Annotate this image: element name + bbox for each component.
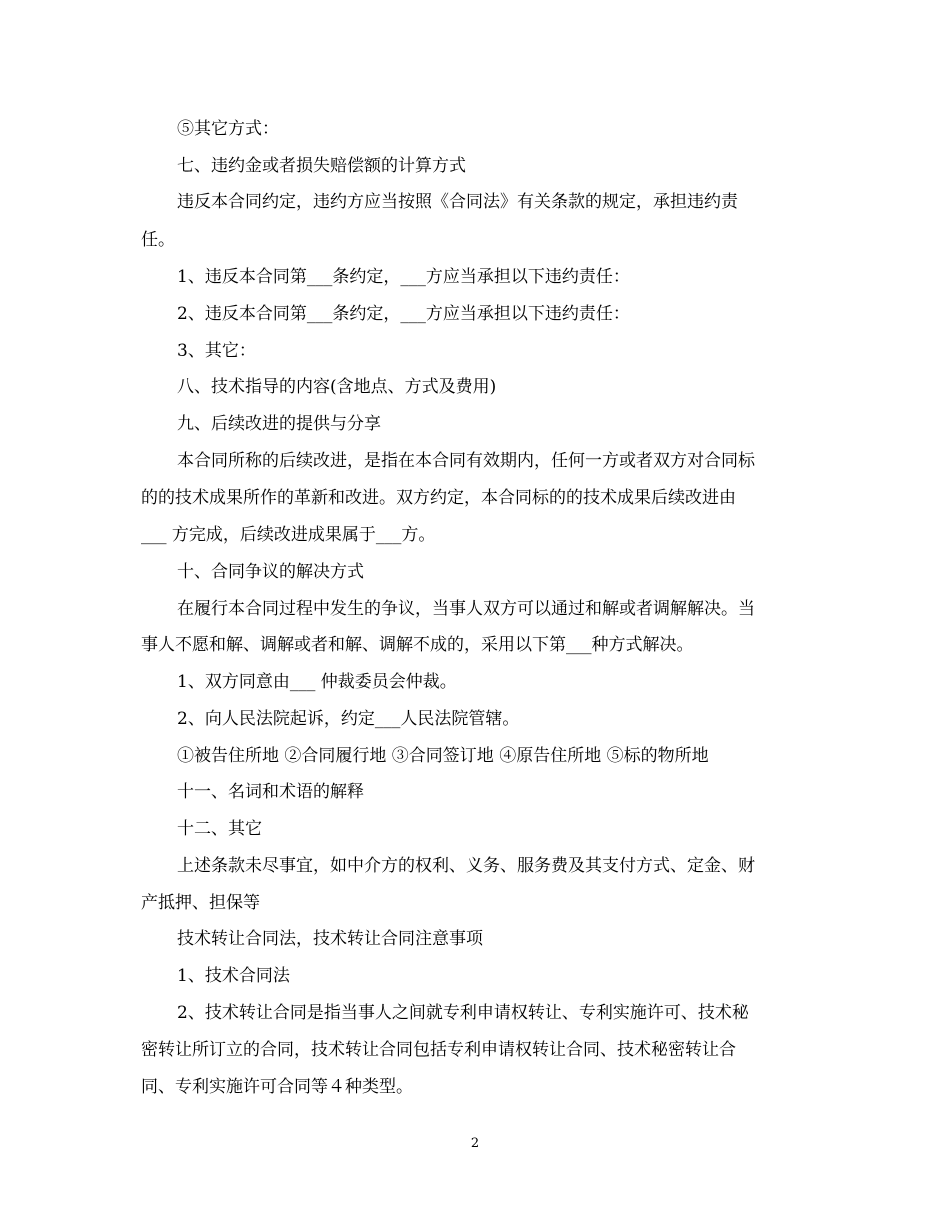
paragraph-line: 任。 <box>141 230 175 250</box>
paragraph-line: ___ 方完成，后续改进成果属于___方。 <box>141 525 436 545</box>
paragraph-line: 上述条款未尽事宜，如中介方的权利、义务、服务费及其支付方式、定金、财 <box>177 856 755 876</box>
list-item: 3、其它： <box>177 341 256 361</box>
section-heading: 十、合同争议的解决方式 <box>177 562 364 582</box>
section-heading: 九、后续改进的提供与分享 <box>177 414 381 434</box>
paragraph-line: 同、专利实施许可合同等４种类型。 <box>141 1077 413 1097</box>
list-item: 1、技术合同法 <box>177 966 290 986</box>
paragraph-line: 在履行本合同过程中发生的争议，当事人双方可以通过和解或者调解解决。当 <box>177 599 755 619</box>
list-item: 1、违反本合同第___条约定，___方应当承担以下违约责任： <box>177 267 630 287</box>
section-heading: 七、违约金或者损失赔偿额的计算方式 <box>177 156 466 176</box>
paragraph-line: 技术转让合同法，技术转让合同注意事项 <box>177 929 483 949</box>
paragraph-line: 事人不愿和解、调解或者和解、调解不成的，采用以下第___种方式解决。 <box>141 635 694 655</box>
paragraph-line: 违反本合同约定，违约方应当按照《合同法》有关条款的规定，承担违约责 <box>177 192 738 212</box>
section-heading: 十一、名词和术语的解释 <box>177 782 364 802</box>
text-line: ⑤其它方式： <box>177 119 279 139</box>
paragraph-line: 的的技术成果所作的革新和改进。双方约定，本合同标的的技术成果后续改进由 <box>141 488 736 508</box>
list-item: 2、违反本合同第___条约定，___方应当承担以下违约责任： <box>177 304 630 324</box>
section-heading: 八、技术指导的内容(含地点、方式及费用) <box>177 377 497 397</box>
paragraph-line: 2、技术转让合同是指当事人之间就专利申请权转让、专利实施许可、技术秘 <box>177 1003 749 1023</box>
page-number: 2 <box>470 1136 480 1151</box>
paragraph-line: 密转让所订立的合同，技术转让合同包括专利申请权转让合同、技术秘密转让合 <box>141 1040 736 1060</box>
section-heading: 十二、其它 <box>177 819 262 839</box>
list-item: 2、向人民法院起诉，约定___人民法院管辖。 <box>177 709 520 729</box>
list-item: 1、双方同意由___ 仲裁委员会仲裁。 <box>177 672 457 692</box>
paragraph-line: 本合同所称的后续改进，是指在本合同有效期内，任何一方或者双方对合同标 <box>177 451 755 471</box>
paragraph-line: 产抵押、担保等 <box>141 893 260 913</box>
option-list: ①被告住所地 ②合同履行地 ③合同签订地 ④原告住所地 ⑤标的物所地 <box>177 746 709 766</box>
